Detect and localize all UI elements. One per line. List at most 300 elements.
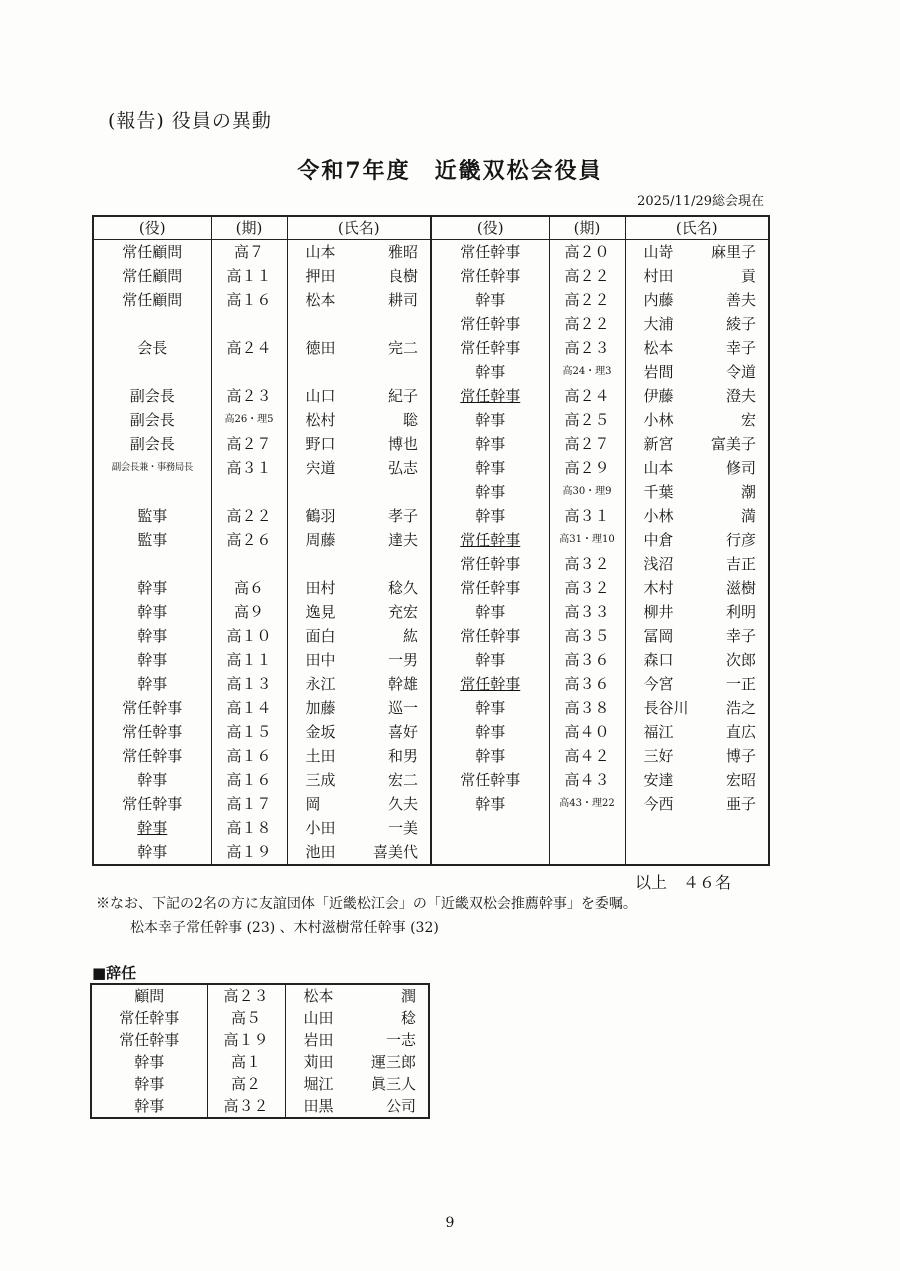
- given-name: 吉正: [725, 555, 756, 573]
- given-name: 幹雄: [387, 675, 418, 693]
- given-name: 紘: [402, 627, 418, 645]
- table-row: [431, 600, 769, 624]
- term-cell: 高４２: [549, 744, 625, 768]
- surname: 木村: [643, 579, 674, 597]
- role-cell: 幹事: [431, 408, 549, 432]
- given-name: 麻里子: [710, 243, 756, 261]
- term-cell: 高６: [211, 576, 287, 600]
- name-cell: [625, 648, 769, 672]
- person-name: [288, 841, 431, 863]
- table-row: [431, 240, 769, 265]
- person-name: [626, 385, 769, 407]
- table-row: [431, 288, 769, 312]
- name-cell: [287, 264, 431, 288]
- resignation-table: [90, 983, 430, 1119]
- surname: 柳井: [643, 603, 674, 621]
- name-cell: [625, 264, 769, 288]
- term-cell: 高３６: [549, 672, 625, 696]
- given-name: 亜子: [725, 795, 756, 813]
- surname: 三成: [305, 771, 336, 789]
- term-cell: 高２５: [549, 408, 625, 432]
- role-cell: 幹事: [431, 480, 549, 504]
- term-cell: 高１６: [211, 288, 287, 312]
- column-header-name: (氏名): [625, 216, 769, 240]
- surname: 小林: [643, 507, 674, 525]
- role-cell: 副会長: [93, 432, 211, 456]
- surname: 今西: [643, 795, 674, 813]
- name-cell: [625, 408, 769, 432]
- role-cell: 監事: [93, 504, 211, 528]
- given-name: 潤: [400, 986, 416, 1005]
- surname: 宍道: [305, 459, 336, 477]
- surname: 岩間: [643, 363, 674, 381]
- term-cell: 高１９: [207, 1029, 285, 1051]
- given-name: 弘志: [387, 459, 418, 477]
- person-name: [626, 457, 769, 479]
- term-cell: 高２３: [549, 336, 625, 360]
- page-number: 9: [445, 1215, 455, 1231]
- person-name: [288, 601, 431, 623]
- person-name: [626, 337, 769, 359]
- given-name: 一美: [387, 819, 418, 837]
- person-name: [626, 433, 769, 455]
- role-cell: 常任幹事: [431, 624, 549, 648]
- name-cell: [287, 624, 431, 648]
- surname: 小田: [305, 819, 336, 837]
- person-name: [626, 673, 769, 695]
- given-name: 喜美代: [372, 843, 418, 861]
- person-name: [626, 265, 769, 287]
- given-name: 和男: [387, 747, 418, 765]
- role-cell: 常任幹事: [431, 672, 549, 696]
- surname: 金坂: [305, 723, 336, 741]
- person-name: [626, 649, 769, 671]
- person-name: [626, 625, 769, 647]
- given-name: 行彦: [725, 531, 756, 549]
- name-cell: [287, 792, 431, 816]
- role-cell: 副会長兼・事務局長: [93, 456, 211, 480]
- given-name: 修司: [725, 459, 756, 477]
- name-cell: [625, 768, 769, 792]
- name-cell: [625, 744, 769, 768]
- person-name: [626, 361, 769, 383]
- surname: 山本: [643, 459, 674, 477]
- person-name: [626, 409, 769, 431]
- name-cell: [287, 240, 431, 265]
- term-cell: 高２７: [211, 432, 287, 456]
- term-cell: [211, 312, 287, 336]
- surname: 内藤: [643, 291, 674, 309]
- name-cell: [287, 408, 431, 432]
- table-row: [431, 264, 769, 288]
- given-name: 充宏: [387, 603, 418, 621]
- person-name: [286, 1052, 429, 1073]
- name-cell: [625, 576, 769, 600]
- table-row: [91, 1095, 429, 1118]
- term-cell: 高１１: [211, 264, 287, 288]
- role-cell: 常任幹事: [431, 264, 549, 288]
- term-cell: 高１０: [211, 624, 287, 648]
- term-cell: 高１６: [211, 744, 287, 768]
- role-cell: 常任顧問: [93, 264, 211, 288]
- table-row: [93, 432, 431, 456]
- person-name: [626, 313, 769, 335]
- table-row: [93, 504, 431, 528]
- term-cell: 高30・理9: [549, 480, 625, 504]
- surname: 加藤: [305, 699, 336, 717]
- name-cell: [287, 672, 431, 696]
- term-cell: 高２４: [549, 384, 625, 408]
- surname: 山本: [305, 243, 336, 261]
- name-cell: [625, 624, 769, 648]
- given-name: 耕司: [387, 291, 418, 309]
- officer-rows-left: [93, 240, 431, 866]
- column-header-name: (氏名): [287, 216, 431, 240]
- table-row: [93, 456, 431, 480]
- name-cell: [625, 840, 769, 865]
- member-total: 以上 ４６名: [635, 873, 732, 892]
- surname: 松本: [303, 986, 334, 1005]
- table-row: [93, 696, 431, 720]
- name-cell: [625, 312, 769, 336]
- term-cell: 高２３: [211, 384, 287, 408]
- surname: 福江: [643, 723, 674, 741]
- role-cell: 幹事: [93, 768, 211, 792]
- term-cell: 高７: [211, 240, 287, 265]
- term-cell: 高３２: [549, 552, 625, 576]
- surname: 永江: [305, 675, 336, 693]
- role-cell: 幹事: [93, 816, 211, 840]
- term-cell: 高２３: [207, 984, 285, 1007]
- given-name: 善夫: [725, 291, 756, 309]
- name-cell: [285, 1007, 429, 1029]
- surname: 山田: [303, 1008, 334, 1027]
- table-row: [93, 384, 431, 408]
- term-cell: 高１１: [211, 648, 287, 672]
- surname: 山嵜: [643, 243, 674, 261]
- role-cell: 副会長: [93, 408, 211, 432]
- term-cell: 高３１: [549, 504, 625, 528]
- term-cell: 高２９: [549, 456, 625, 480]
- given-name: 次郎: [725, 651, 756, 669]
- table-row: [93, 288, 431, 312]
- role-cell: 常任幹事: [91, 1029, 207, 1051]
- role-cell: 常任幹事: [431, 768, 549, 792]
- table-row: [431, 504, 769, 528]
- name-cell: [625, 288, 769, 312]
- term-cell: 高３１: [211, 456, 287, 480]
- role-cell: 会長: [93, 336, 211, 360]
- table-row: [431, 648, 769, 672]
- surname: 堀江: [303, 1074, 334, 1093]
- officer-table-left: [92, 215, 432, 866]
- role-cell: 常任幹事: [431, 384, 549, 408]
- term-cell: 高４３: [549, 768, 625, 792]
- given-name: 一正: [725, 675, 756, 693]
- role-cell: 幹事: [431, 504, 549, 528]
- name-cell: [287, 384, 431, 408]
- person-name: [288, 769, 431, 791]
- surname: 面白: [305, 627, 336, 645]
- term-cell: 高９: [211, 600, 287, 624]
- surname: 新宮: [643, 435, 674, 453]
- role-cell: 常任幹事: [93, 792, 211, 816]
- name-cell: [287, 288, 431, 312]
- table-row: [91, 1051, 429, 1073]
- role-cell: 幹事: [93, 624, 211, 648]
- officer-rows-right: [431, 240, 769, 866]
- term-cell: 高26・理5: [211, 408, 287, 432]
- table-row: [93, 360, 431, 384]
- name-cell: [625, 816, 769, 840]
- given-name: 公司: [385, 1096, 416, 1115]
- role-cell: 常任幹事: [431, 312, 549, 336]
- surname: 押田: [305, 267, 336, 285]
- given-name: 稔: [400, 1008, 416, 1027]
- person-name: [626, 745, 769, 767]
- term-cell: 高２４: [211, 336, 287, 360]
- term-cell: 高１５: [211, 720, 287, 744]
- table-row: [93, 480, 431, 504]
- term-cell: 高43・理22: [549, 792, 625, 816]
- role-cell: 顧問: [91, 984, 207, 1007]
- surname: 伊藤: [643, 387, 674, 405]
- table-row: [93, 672, 431, 696]
- name-cell: [287, 432, 431, 456]
- surname: 長谷川: [643, 699, 689, 717]
- role-cell: [93, 360, 211, 384]
- table-row: [431, 576, 769, 600]
- given-name: 聡: [402, 411, 418, 429]
- name-cell: [625, 480, 769, 504]
- column-header-role: (役): [93, 216, 211, 240]
- table-row: [431, 816, 769, 840]
- role-cell: 幹事: [93, 576, 211, 600]
- person-name: [626, 769, 769, 791]
- table-row: [431, 696, 769, 720]
- given-name: 一志: [385, 1030, 416, 1049]
- table-row: [93, 720, 431, 744]
- name-cell: [625, 672, 769, 696]
- given-name: 博子: [725, 747, 756, 765]
- name-cell: [287, 696, 431, 720]
- person-name: [288, 241, 431, 263]
- role-cell: 幹事: [431, 456, 549, 480]
- role-cell: 常任幹事: [91, 1007, 207, 1029]
- term-cell: 高24・理3: [549, 360, 625, 384]
- role-cell: 幹事: [431, 792, 549, 816]
- given-name: 良樹: [387, 267, 418, 285]
- table-row: [431, 840, 769, 865]
- table-row: [93, 816, 431, 840]
- term-cell: 高１４: [211, 696, 287, 720]
- name-cell: [285, 984, 429, 1007]
- name-cell: [625, 384, 769, 408]
- term-cell: 高２２: [549, 288, 625, 312]
- term-cell: 高２６: [211, 528, 287, 552]
- resignation-rows: [91, 984, 429, 1118]
- surname: 田村: [305, 579, 336, 597]
- given-name: 幸子: [725, 339, 756, 357]
- given-name: 潮: [740, 483, 756, 501]
- given-name: 綾子: [725, 315, 756, 333]
- table-row: [93, 408, 431, 432]
- given-name: 喜好: [387, 723, 418, 741]
- name-cell: [285, 1051, 429, 1073]
- term-cell: 高４０: [549, 720, 625, 744]
- name-cell: [287, 456, 431, 480]
- name-cell: [625, 720, 769, 744]
- given-name: 達夫: [387, 531, 418, 549]
- person-name: [288, 793, 431, 815]
- name-cell: [285, 1029, 429, 1051]
- person-name: [626, 241, 769, 263]
- person-name: [288, 505, 431, 527]
- given-name: 直広: [725, 723, 756, 741]
- table-row: [431, 672, 769, 696]
- surname: 岡: [305, 795, 321, 813]
- name-cell: [625, 528, 769, 552]
- person-name: [288, 433, 431, 455]
- given-name: 幸子: [725, 627, 756, 645]
- name-cell: [287, 744, 431, 768]
- given-name: 宏二: [387, 771, 418, 789]
- report-heading: (報告) 役員の異動: [108, 110, 272, 132]
- role-cell: [93, 312, 211, 336]
- role-cell: 幹事: [431, 288, 549, 312]
- term-cell: [549, 816, 625, 840]
- surname: 松村: [305, 411, 336, 429]
- table-row: [431, 792, 769, 816]
- role-cell: 幹事: [93, 648, 211, 672]
- term-cell: 高３６: [549, 648, 625, 672]
- officer-table-right: [430, 215, 770, 866]
- role-cell: 幹事: [93, 672, 211, 696]
- table-row: [93, 240, 431, 265]
- role-cell: [431, 816, 549, 840]
- name-cell: [625, 792, 769, 816]
- table-row: [431, 456, 769, 480]
- table-header-row: [431, 216, 769, 240]
- name-cell: [625, 552, 769, 576]
- page-title: 令和7年度 近畿双松会役員: [297, 158, 603, 184]
- term-cell: 高31・理10: [549, 528, 625, 552]
- surname: 大浦: [643, 315, 674, 333]
- given-name: 紀子: [387, 387, 418, 405]
- person-name: [288, 577, 431, 599]
- surname: 松本: [305, 291, 336, 309]
- name-cell: [287, 480, 431, 504]
- role-cell: 常任幹事: [431, 336, 549, 360]
- surname: 中倉: [643, 531, 674, 549]
- table-row: [93, 600, 431, 624]
- role-cell: [431, 840, 549, 865]
- person-name: [288, 745, 431, 767]
- role-cell: 幹事: [431, 360, 549, 384]
- table-row: [431, 360, 769, 384]
- column-header-term: (期): [549, 216, 625, 240]
- table-row: [431, 720, 769, 744]
- term-cell: 高２０: [549, 240, 625, 265]
- table-row: [431, 312, 769, 336]
- table-row: [431, 480, 769, 504]
- role-cell: 幹事: [93, 840, 211, 865]
- person-name: [286, 1030, 429, 1051]
- role-cell: [93, 480, 211, 504]
- person-name: [626, 481, 769, 503]
- table-row: [93, 312, 431, 336]
- name-cell: [287, 840, 431, 865]
- given-name: 眞三人: [370, 1074, 416, 1093]
- surname: 田黒: [303, 1096, 334, 1115]
- term-cell: 高２２: [549, 312, 625, 336]
- name-cell: [287, 336, 431, 360]
- given-name: 利明: [725, 603, 756, 621]
- role-cell: 幹事: [431, 744, 549, 768]
- term-cell: 高３５: [549, 624, 625, 648]
- name-cell: [625, 240, 769, 265]
- given-name: 一男: [387, 651, 418, 669]
- given-name: 雅昭: [387, 243, 418, 261]
- person-name: [288, 385, 431, 407]
- as-of-date: 2025/11/29総会現在: [637, 194, 764, 209]
- person-name: [286, 1096, 429, 1117]
- given-name: 稔久: [387, 579, 418, 597]
- term-cell: 高１: [207, 1051, 285, 1073]
- person-name: [626, 793, 769, 815]
- table-row: [93, 792, 431, 816]
- given-name: 浩之: [725, 699, 756, 717]
- person-name: [288, 409, 431, 431]
- name-cell: [287, 504, 431, 528]
- surname: 野口: [305, 435, 336, 453]
- person-name: [288, 625, 431, 647]
- term-cell: 高５: [207, 1007, 285, 1029]
- given-name: 孝子: [387, 507, 418, 525]
- person-name: [626, 289, 769, 311]
- person-name: [288, 529, 431, 551]
- surname: 千葉: [643, 483, 674, 501]
- table-row: [93, 840, 431, 865]
- name-cell: [285, 1073, 429, 1095]
- table-row: [431, 768, 769, 792]
- name-cell: [287, 720, 431, 744]
- surname: 土田: [305, 747, 336, 765]
- surname: 周藤: [305, 531, 336, 549]
- role-cell: 常任幹事: [431, 576, 549, 600]
- role-cell: 監事: [93, 528, 211, 552]
- column-header-role: (役): [431, 216, 549, 240]
- term-cell: 高２: [207, 1073, 285, 1095]
- surname: 三好: [643, 747, 674, 765]
- term-cell: 高１９: [211, 840, 287, 865]
- term-cell: [549, 840, 625, 865]
- table-row: [93, 648, 431, 672]
- person-name: [288, 337, 431, 359]
- table-row: [431, 624, 769, 648]
- surname: 田中: [305, 651, 336, 669]
- table-row: [91, 1007, 429, 1029]
- given-name: 博也: [387, 435, 418, 453]
- role-cell: 常任幹事: [93, 696, 211, 720]
- surname: 逸見: [305, 603, 336, 621]
- name-cell: [625, 360, 769, 384]
- person-name: [288, 721, 431, 743]
- name-cell: [625, 696, 769, 720]
- term-cell: 高１６: [211, 768, 287, 792]
- name-cell: [285, 1095, 429, 1118]
- person-name: [286, 1008, 429, 1029]
